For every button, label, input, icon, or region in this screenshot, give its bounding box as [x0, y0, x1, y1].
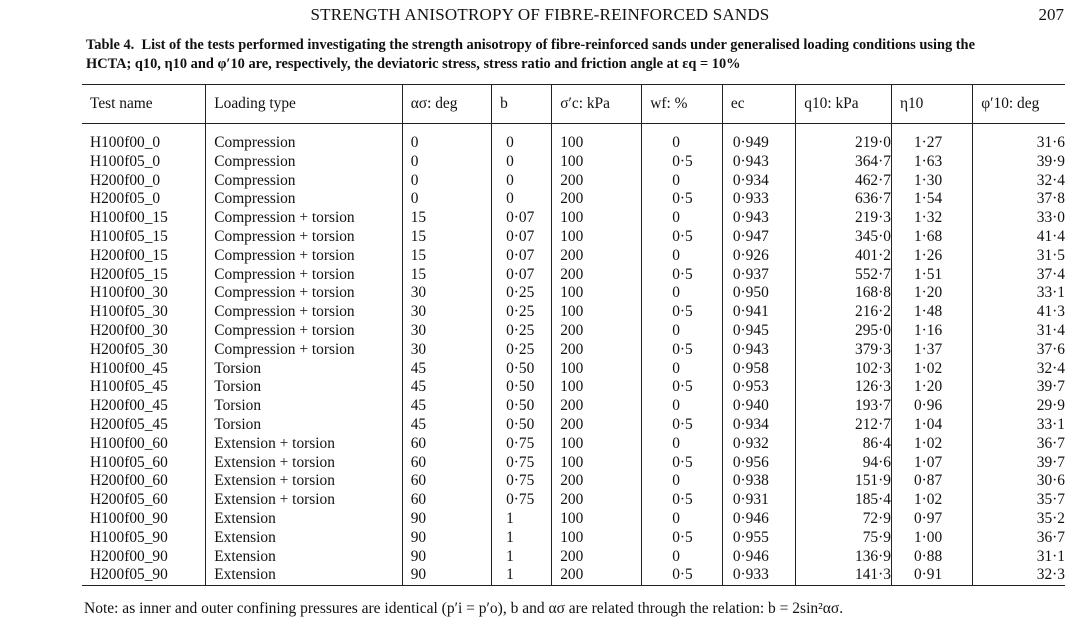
table-cell: 45 — [402, 378, 491, 397]
table-cell: Extension — [206, 529, 402, 548]
table-cell: 462·7 — [796, 172, 892, 191]
table-cell: 0 — [492, 190, 552, 209]
table-cell: H200f00_90 — [90, 547, 168, 565]
table-cell: 0·50 — [492, 416, 552, 435]
table-cell: 0·943 — [722, 341, 795, 360]
spacer-cell — [722, 124, 795, 135]
caption-line-2: HCTA; q10, η10 and φ′10 are, respectively, the deviatoric stress, stress ratio and friction angle at εq = 10% — [86, 56, 741, 72]
table-cell: H100f00_60 — [90, 434, 168, 452]
spacer-cell — [796, 124, 892, 135]
table-cell: 345·0 — [796, 228, 892, 247]
table-cell: 219·3 — [796, 209, 892, 228]
table-cell: 200 — [552, 341, 642, 360]
spacer-row — [82, 124, 1065, 135]
table-cell: 0·50 — [492, 360, 552, 379]
table-cell: 90 — [402, 529, 491, 548]
column-header: Loading type — [206, 85, 402, 124]
table-cell: 0·932 — [722, 435, 795, 454]
table-cell: 0 — [642, 247, 723, 266]
table-cell: Compression + torsion — [206, 247, 402, 266]
table-cell: 0·5 — [642, 491, 723, 510]
table-cell: 0·5 — [642, 303, 723, 322]
table-cell: 1 — [492, 529, 552, 548]
table-cell: Compression + torsion — [206, 303, 402, 322]
table-cell: 0 — [642, 284, 723, 303]
table-cell: 0 — [402, 190, 491, 209]
table-cell: H200f00_15 — [90, 246, 168, 264]
table-cell: 0 — [402, 134, 491, 153]
table-row — [82, 247, 1065, 266]
table-cell: 0·07 — [492, 209, 552, 228]
caption-label: Table 4. — [86, 37, 135, 53]
table-cell: H100f05_45 — [90, 378, 168, 396]
table-cell: 102·3 — [796, 360, 892, 379]
table-cell: 30 — [402, 303, 491, 322]
table-cell: 379·3 — [796, 341, 892, 360]
table-cell: 33·0 — [973, 209, 1065, 228]
spacer-cell — [973, 124, 1065, 135]
table-cell: 33·1 — [973, 284, 1065, 303]
table-cell: 60 — [402, 454, 491, 473]
table-cell: 100 — [552, 134, 642, 153]
table-cell: 1·20 — [891, 284, 972, 303]
spacer-cell — [206, 124, 402, 135]
table-row — [82, 529, 1065, 548]
table-cell: 45 — [402, 360, 491, 379]
table-cell: 200 — [552, 472, 642, 491]
table-row — [82, 510, 1065, 529]
table-cell: 0·07 — [492, 266, 552, 285]
column-header: η10 — [891, 85, 972, 124]
table-cell: 1 — [492, 510, 552, 529]
table-cell: H100f05_90 — [90, 528, 168, 546]
table-cell: Compression — [206, 153, 402, 172]
table-cell: 0 — [642, 435, 723, 454]
results-table — [82, 84, 1065, 586]
table-cell: 86·4 — [796, 435, 892, 454]
table-cell: 30 — [402, 322, 491, 341]
table-cell: 31·5 — [973, 247, 1065, 266]
spacer-cell — [492, 124, 552, 135]
table-cell: 0 — [642, 360, 723, 379]
table-cell: 0·943 — [722, 153, 795, 172]
table-cell: 0·75 — [492, 472, 552, 491]
table-cell: 31·6 — [973, 134, 1065, 153]
table-cell: 0·941 — [722, 303, 795, 322]
table-note: Note: as inner and outer confining pressures are identical (p′i = p′o), b and ασ are related through the relation: b = 2sin²ασ. — [84, 600, 844, 617]
table-cell: 45 — [402, 397, 491, 416]
table-cell: 0·937 — [722, 266, 795, 285]
table-cell: 41·3 — [973, 303, 1065, 322]
table-cell: 0·5 — [642, 454, 723, 473]
table-row — [82, 172, 1065, 191]
table-cell: H200f05_90 — [82, 566, 206, 585]
table-cell: 32·3 — [973, 566, 1065, 585]
table-cell: H200f05_30 — [90, 340, 168, 358]
table-row — [82, 153, 1065, 172]
table-cell: 0·931 — [722, 491, 795, 510]
table-cell: 1·00 — [891, 529, 972, 548]
table-cell: 100 — [552, 284, 642, 303]
table-cell: H200f00_30 — [90, 321, 168, 339]
table-cell: 0·953 — [722, 378, 795, 397]
table-row — [82, 378, 1065, 397]
table-cell: 39·7 — [973, 378, 1065, 397]
table-cell: 0·5 — [642, 566, 723, 585]
table-cell: 100 — [552, 209, 642, 228]
table-row — [82, 360, 1065, 379]
table-cell: H200f05_45 — [90, 415, 168, 433]
table-cell: Extension — [206, 566, 402, 585]
table-cell: 0 — [402, 153, 491, 172]
table-cell: 15 — [402, 228, 491, 247]
table-cell: 0·933 — [722, 190, 795, 209]
column-header: σ′c: kPa — [552, 85, 642, 124]
table-cell: 0 — [402, 172, 491, 191]
table-cell: 126·3 — [796, 378, 892, 397]
table-cell: 31·1 — [973, 548, 1065, 567]
table-cell: 35·7 — [973, 491, 1065, 510]
table-cell: 0·934 — [722, 172, 795, 191]
table-cell: 36·7 — [973, 529, 1065, 548]
table-cell: 1·37 — [891, 341, 972, 360]
table-header — [82, 85, 1065, 124]
table-cell: 1·51 — [891, 266, 972, 285]
table-cell: 200 — [552, 322, 642, 341]
table-cell: Compression + torsion — [206, 322, 402, 341]
table-cell: 100 — [552, 153, 642, 172]
table-row — [82, 454, 1065, 473]
table-row — [82, 341, 1065, 360]
table-cell: 1 — [492, 566, 552, 585]
table-cell: 168·8 — [796, 284, 892, 303]
table-cell: 200 — [552, 491, 642, 510]
table-cell: 15 — [402, 266, 491, 285]
column-header: φ′10: deg — [973, 85, 1065, 124]
table-cell: H100f00_30 — [90, 284, 168, 302]
table-cell: Compression — [206, 172, 402, 191]
table-cell: 0·97 — [891, 510, 972, 529]
table-cell: 1·68 — [891, 228, 972, 247]
table-cell: 0 — [642, 322, 723, 341]
table-row — [82, 209, 1065, 228]
table-cell: 136·9 — [796, 548, 892, 567]
table-cell: 1·63 — [891, 153, 972, 172]
table-cell: 185·4 — [796, 491, 892, 510]
table-cell: 1·02 — [891, 435, 972, 454]
table-cell: 0·958 — [722, 360, 795, 379]
spacer-cell — [552, 124, 642, 135]
table-cell: 0·956 — [722, 454, 795, 473]
table-cell: Torsion — [206, 416, 402, 435]
running-head — [0, 5, 1080, 25]
table-row — [82, 472, 1065, 491]
table-row — [82, 228, 1065, 247]
table-cell: 0·96 — [891, 397, 972, 416]
table-row — [82, 284, 1065, 303]
table-cell: Extension — [206, 510, 402, 529]
table-cell: 0·945 — [722, 322, 795, 341]
table-cell: 31·4 — [973, 322, 1065, 341]
table-cell: 15 — [402, 209, 491, 228]
table-cell: 212·7 — [796, 416, 892, 435]
table-cell: 193·7 — [796, 397, 892, 416]
table-cell: H100f05_60 — [90, 453, 168, 471]
table-cell: 0·940 — [722, 397, 795, 416]
table-cell: 41·4 — [973, 228, 1065, 247]
table-cell: 1·16 — [891, 322, 972, 341]
table-cell: Compression + torsion — [206, 266, 402, 285]
table-cell: 30 — [402, 341, 491, 360]
table-cell: 1·26 — [891, 247, 972, 266]
table-cell: 30·6 — [973, 472, 1065, 491]
table-cell: 37·8 — [973, 190, 1065, 209]
table-row — [82, 435, 1065, 454]
table-cell: 72·9 — [796, 510, 892, 529]
table-cell: 0 — [642, 397, 723, 416]
table-cell: 0 — [642, 510, 723, 529]
table-cell: 60 — [402, 472, 491, 491]
table-cell: 0·07 — [492, 247, 552, 266]
header-row — [82, 85, 1065, 124]
table-cell: Compression — [206, 134, 402, 153]
table-cell: 1·54 — [891, 190, 972, 209]
table-cell: 1·07 — [891, 454, 972, 473]
table-cell: H100f05_15 — [90, 227, 168, 245]
table-row — [82, 322, 1065, 341]
caption-line-1 — [86, 36, 1071, 55]
table-cell: 0·25 — [492, 284, 552, 303]
table-cell: 0·933 — [722, 566, 795, 585]
table-cell: 39·9 — [973, 153, 1065, 172]
table-cell: 60 — [402, 491, 491, 510]
table-cell: 0·91 — [891, 566, 972, 585]
table-row — [82, 548, 1065, 567]
table-cell: 29·9 — [973, 397, 1065, 416]
table-cell: Extension + torsion — [206, 454, 402, 473]
table-cell: Compression + torsion — [206, 284, 402, 303]
table-cell: H200f05_0 — [90, 190, 161, 208]
table-cell: 200 — [552, 397, 642, 416]
column-header: wf: % — [642, 85, 723, 124]
table-cell: H100f00_0 — [90, 134, 161, 151]
table-cell: 90 — [402, 566, 491, 585]
table-cell: Torsion — [206, 360, 402, 379]
table-row — [82, 491, 1065, 510]
page-number: 207 — [1038, 5, 1064, 24]
table-cell: 0·75 — [492, 435, 552, 454]
column-header: b — [492, 85, 552, 124]
column-header: ασ: deg — [402, 85, 491, 124]
table-cell: 0·5 — [642, 266, 723, 285]
table-cell: 1·20 — [891, 378, 972, 397]
table-cell: 32·4 — [973, 172, 1065, 191]
table-cell: 1·02 — [891, 491, 972, 510]
table-cell: 0·955 — [722, 529, 795, 548]
table-cell: 0·25 — [492, 303, 552, 322]
table-row — [82, 397, 1065, 416]
table-cell: 216·2 — [796, 303, 892, 322]
column-header: ec — [722, 85, 795, 124]
table-cell: Extension + torsion — [206, 472, 402, 491]
column-header: q10: kPa — [796, 85, 892, 124]
table-cell: 1·32 — [891, 209, 972, 228]
table-cell: 35·2 — [973, 510, 1065, 529]
table-cell: 0 — [492, 153, 552, 172]
spacer-cell — [642, 124, 723, 135]
table-cell: 0·25 — [492, 322, 552, 341]
table-cell: 200 — [552, 172, 642, 191]
column-header: Test name — [82, 85, 206, 124]
table-cell: 151·9 — [796, 472, 892, 491]
table-cell: 37·6 — [973, 341, 1065, 360]
table-cell: 32·4 — [973, 360, 1065, 379]
table-cell: Torsion — [206, 397, 402, 416]
spacer-cell — [891, 124, 972, 135]
table-cell: 0·5 — [642, 378, 723, 397]
table-cell: 0·07 — [492, 228, 552, 247]
table-cell: 100 — [552, 303, 642, 322]
table-cell: 100 — [552, 510, 642, 529]
table-cell: 0·5 — [642, 228, 723, 247]
table-caption — [86, 36, 1071, 74]
table-cell: 0 — [642, 548, 723, 567]
table-cell: 30 — [402, 284, 491, 303]
table-cell: 552·7 — [796, 266, 892, 285]
table-cell: 0·949 — [722, 134, 795, 153]
table-cell: H100f00_45 — [90, 359, 168, 377]
table-cell: 0·5 — [642, 153, 723, 172]
table-cell: 1·02 — [891, 360, 972, 379]
table-cell: 100 — [552, 228, 642, 247]
table-cell: 0·50 — [492, 378, 552, 397]
table-row — [82, 134, 1065, 153]
table-cell: 100 — [552, 378, 642, 397]
table-cell: 37·4 — [973, 266, 1065, 285]
table-cell: 36·7 — [973, 435, 1065, 454]
table-cell: 0·5 — [642, 529, 723, 548]
table-cell: 0·75 — [492, 491, 552, 510]
table-cell: 141·3 — [796, 566, 892, 585]
table-cell: 75·9 — [796, 529, 892, 548]
table-cell: 1·04 — [891, 416, 972, 435]
table-cell: 1·48 — [891, 303, 972, 322]
table-cell: Compression + torsion — [206, 228, 402, 247]
table-cell: Compression — [206, 190, 402, 209]
table-cell: 0·934 — [722, 416, 795, 435]
table-cell: 200 — [552, 416, 642, 435]
table-cell: 295·0 — [796, 322, 892, 341]
table-cell: 0·947 — [722, 228, 795, 247]
table-cell: H200f00_45 — [90, 397, 168, 415]
table-cell: H200f05_15 — [90, 265, 168, 283]
table-cell: H100f00_90 — [90, 509, 168, 527]
table-cell: 0·75 — [492, 454, 552, 473]
table-cell: 0·25 — [492, 341, 552, 360]
table-cell: H200f05_60 — [90, 491, 168, 509]
table-cell: Extension + torsion — [206, 435, 402, 454]
table-cell: 0·87 — [891, 472, 972, 491]
table-cell: 1·30 — [891, 172, 972, 191]
table-cell: 1·27 — [891, 134, 972, 153]
table-cell: Extension + torsion — [206, 491, 402, 510]
table-cell: 0·5 — [642, 416, 723, 435]
table-cell: 0 — [642, 472, 723, 491]
table-cell: 200 — [552, 266, 642, 285]
table-cell: 636·7 — [796, 190, 892, 209]
table-cell: 15 — [402, 247, 491, 266]
table-cell: 100 — [552, 454, 642, 473]
table-cell: 200 — [552, 190, 642, 209]
table-cell: 100 — [552, 435, 642, 454]
table-cell: 0·943 — [722, 209, 795, 228]
table-cell: H100f05_0 — [90, 152, 161, 170]
table-cell: 0 — [642, 209, 723, 228]
table-cell: Compression + torsion — [206, 341, 402, 360]
table-cell: 60 — [402, 435, 491, 454]
table-cell: H100f00_15 — [90, 209, 168, 227]
table-cell: 0 — [642, 172, 723, 191]
table-cell: 0 — [492, 172, 552, 191]
table-cell: 1 — [492, 548, 552, 567]
table-cell: Compression + torsion — [206, 209, 402, 228]
table-cell: Extension — [206, 548, 402, 567]
table-cell: 200 — [552, 548, 642, 567]
table-cell: 90 — [402, 510, 491, 529]
table-cell: 0·50 — [492, 397, 552, 416]
table-cell: 401·2 — [796, 247, 892, 266]
caption-text-1: List of the tests performed investigating the strength anisotropy of fibre-reinforced sands under generalised loading conditions using the — [141, 37, 975, 53]
table-row — [82, 566, 1065, 585]
table-cell: 100 — [552, 360, 642, 379]
table-row — [82, 303, 1065, 322]
table-cell: 200 — [552, 247, 642, 266]
table-cell: H100f05_30 — [90, 303, 168, 321]
table-row — [82, 266, 1065, 285]
table-cell: 0·946 — [722, 510, 795, 529]
spacer-cell — [82, 124, 206, 135]
table-cell: 0·926 — [722, 247, 795, 266]
table-cell: 0·5 — [642, 190, 723, 209]
table-body — [82, 124, 1065, 586]
running-title: STRENGTH ANISOTROPY OF FIBRE-REINFORCED SANDS — [310, 5, 770, 24]
table-cell: 219·0 — [796, 134, 892, 153]
table-cell: H200f00_60 — [90, 472, 168, 490]
table-cell: 33·1 — [973, 416, 1065, 435]
table-cell: 0·946 — [722, 548, 795, 567]
table-cell: H200f00_0 — [90, 171, 161, 189]
table-cell: 364·7 — [796, 153, 892, 172]
spacer-cell — [402, 124, 491, 135]
table-cell: 94·6 — [796, 454, 892, 473]
table-cell: 45 — [402, 416, 491, 435]
table-cell: 39·7 — [973, 454, 1065, 473]
table-cell: 100 — [552, 529, 642, 548]
table-cell: 0·88 — [891, 548, 972, 567]
table-cell: 0·950 — [722, 284, 795, 303]
table-cell: 0 — [492, 134, 552, 153]
table-cell: 0·938 — [722, 472, 795, 491]
table-row — [82, 416, 1065, 435]
table-cell: Torsion — [206, 378, 402, 397]
table-cell: 0·5 — [642, 341, 723, 360]
table-cell: 90 — [402, 548, 491, 567]
table-row — [82, 190, 1065, 209]
table-cell: 200 — [552, 566, 642, 585]
table-cell: 0 — [642, 134, 723, 153]
